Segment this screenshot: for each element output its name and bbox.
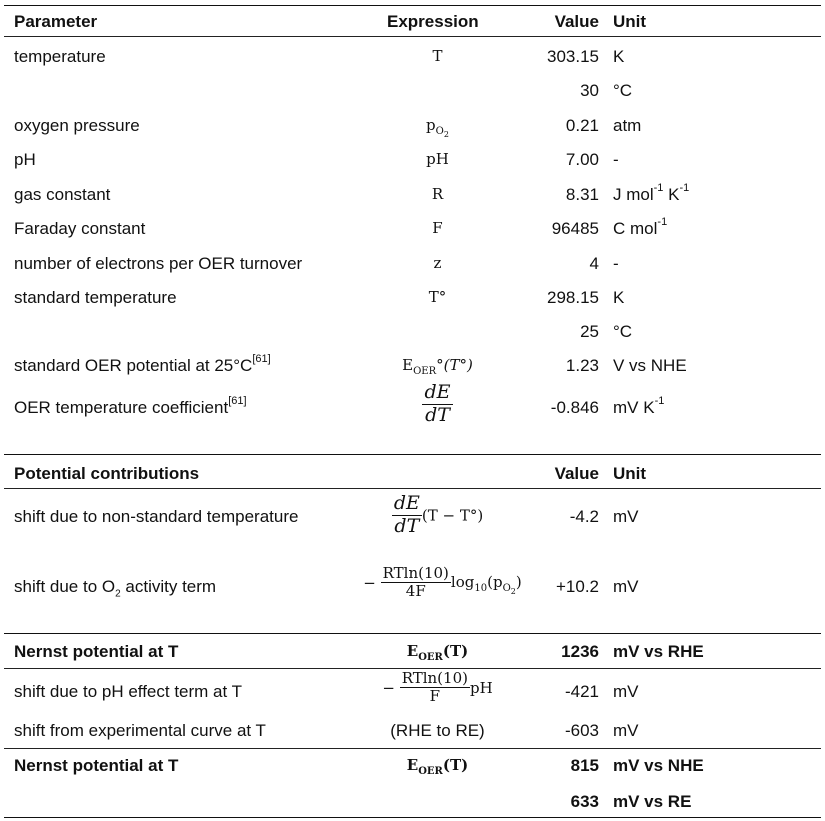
header-expression: Expression [387, 12, 479, 31]
contribution-unit: mV [613, 721, 639, 740]
param-expression: $p_{O_2}$ [426, 116, 449, 139]
param-unit: atm [613, 116, 642, 135]
param-name: temperature [14, 47, 106, 66]
param-unit: - [613, 150, 619, 169]
param-name: OER temperature coefficient[61] [14, 395, 247, 417]
contribution-unit: mV [613, 682, 639, 701]
contribution-name: shift due to pH effect term at T [14, 682, 243, 701]
param-unit: mV $K^{-1}$ [613, 395, 665, 417]
contribution-name: shift due to $O_2$ activity term [14, 577, 217, 600]
header-potential-contributions: Potential contributions [14, 464, 200, 483]
contribution-unit: mV vs NHE [613, 756, 704, 775]
row-rule [4, 748, 821, 749]
contribution-name: Nernst potential at T [14, 756, 179, 775]
param-value: 96485 [551, 219, 599, 238]
param-name: pH [14, 150, 36, 169]
contribution-expression: $E_{OER}(T)$ [406, 642, 469, 663]
header-value: Value [554, 464, 599, 483]
header-parameter: Parameter [14, 12, 98, 31]
param-expression: pH [426, 150, 449, 168]
header-rule [4, 488, 821, 489]
param-name: standard OER potential at 25°C[61] [14, 353, 271, 375]
contribution-value: -4.2 [569, 507, 599, 526]
param-value: 25 [580, 322, 599, 341]
contribution-value: 815 [570, 756, 599, 775]
param-unit: - [613, 254, 619, 273]
contribution-name: Nernst potential at T [14, 642, 179, 661]
contribution-value: 633 [570, 792, 599, 811]
param-expression: T [432, 47, 443, 65]
param-unit: °C [613, 81, 633, 100]
param-value: 7.00 [565, 150, 599, 169]
param-name: oxygen pressure [14, 116, 140, 135]
section-rule [4, 633, 821, 634]
contribution-unit: mV vs RE [613, 792, 692, 811]
param-unit: C mol$^{-1}$ [613, 216, 668, 238]
contribution-value: -421 [564, 682, 599, 701]
param-expression: $\frac{dE}{dT}$ [424, 381, 451, 426]
param-expression: z [433, 254, 442, 272]
section-rule [4, 454, 821, 455]
contribution-name: shift due to non-standard temperature [14, 507, 299, 526]
param-value: 30 [580, 81, 599, 100]
header-unit: Unit [613, 464, 647, 483]
param-value: 8.31 [565, 185, 599, 204]
header-unit: Unit [613, 12, 647, 31]
header-value: Value [554, 12, 599, 31]
param-value: -0.846 [550, 398, 599, 417]
contribution-name: shift from experimental curve at T [14, 721, 266, 740]
param-name: Faraday constant [14, 219, 146, 238]
param-unit: V vs NHE [613, 356, 687, 375]
param-value: 303.15 [547, 47, 599, 66]
param-unit: °C [613, 322, 633, 341]
param-expression: T° [428, 288, 447, 306]
contribution-expression: − $\frac{RTln(10)}{F}$ pH [382, 669, 493, 706]
contribution-unit: mV [613, 507, 639, 526]
param-name: standard temperature [14, 288, 177, 307]
param-unit: K [613, 47, 625, 66]
param-value: 298.15 [547, 288, 599, 307]
param-value: 0.21 [565, 116, 599, 135]
contribution-unit: mV vs RHE [613, 642, 704, 661]
header-rule [4, 36, 821, 37]
table-top-rule [4, 5, 821, 6]
contribution-value: 1236 [561, 642, 599, 661]
param-name: number of electrons per OER turnover [14, 254, 303, 273]
param-unit: J mol$^{-1}$ $K^{-1}$ [613, 182, 690, 204]
contribution-expression: $\frac{dE}{dT}$ (T − T°) [393, 492, 484, 537]
contribution-expression: $E_{OER}(T)$ [406, 756, 469, 777]
contribution-value: -603 [564, 721, 599, 740]
table-bottom-rule [4, 817, 821, 818]
param-expression: $E_{OER}^\circ(T^\circ)$ [402, 356, 473, 377]
param-name: gas constant [14, 185, 111, 204]
param-value: 4 [589, 254, 599, 273]
contribution-unit: mV [613, 577, 639, 596]
param-value: 1.23 [565, 356, 599, 375]
param-expression: R [431, 185, 444, 203]
param-unit: K [613, 288, 625, 307]
param-expression: F [432, 219, 443, 237]
contribution-expression: − $\frac{RTln(10)}{4F}$ $\log_{10}(p_{O_2})$ [363, 564, 522, 601]
contribution-value: +10.2 [555, 577, 599, 596]
contribution-expression: (RHE to RE) [390, 721, 485, 740]
